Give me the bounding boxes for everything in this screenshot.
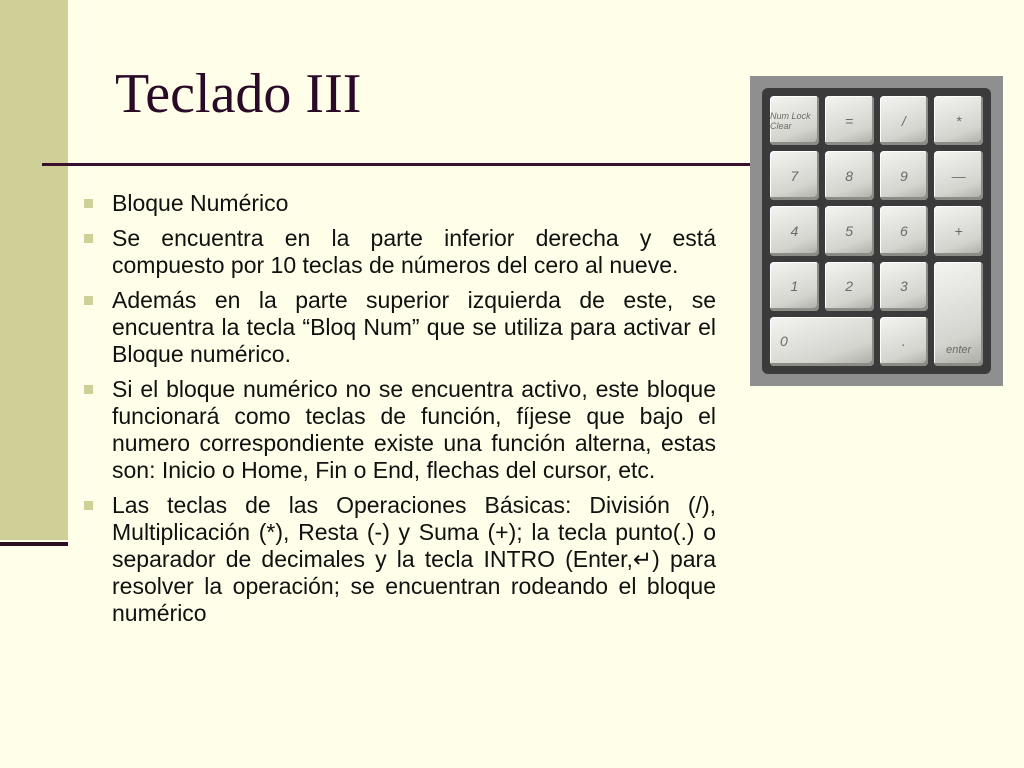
key-divide xyxy=(880,96,929,145)
bullet-item xyxy=(82,492,716,627)
key-label: + xyxy=(954,222,963,239)
key-label: enter xyxy=(946,344,972,356)
slide-title: Teclado III xyxy=(115,63,362,125)
key-plus xyxy=(934,206,983,255)
key-equals xyxy=(825,96,874,145)
bullet-text: Se encuentra en la parte inferior derecha y está compuesto por 10 teclas de números del cero al nueve. xyxy=(112,225,716,278)
key-label: * xyxy=(955,112,962,129)
key-enter xyxy=(934,262,983,366)
bullet-text: Si el bloque numérico no se encuentra activo, este bloque funcionará como teclas de función, fíjese que bajo el numero correspondiente existe una función alterna, estas son: Inicio o Home, Fin o End, flechas del cursor, etc. xyxy=(112,376,716,483)
key-multiply xyxy=(934,96,983,145)
accent-divider xyxy=(0,542,68,546)
bullet-item xyxy=(82,190,716,217)
square-bullet-icon xyxy=(84,385,93,394)
key-label: — xyxy=(951,167,966,184)
key-label: 7 xyxy=(790,167,799,184)
key-label: . xyxy=(901,333,906,350)
key-2 xyxy=(825,262,874,311)
square-bullet-icon xyxy=(84,296,93,305)
key-label: = xyxy=(845,112,854,129)
key-label: 3 xyxy=(899,278,908,295)
bullet-text: Las teclas de las Operaciones Básicas: División (/), Multiplicación (*), Resta (-) y Suma (+); la tecla punto(.) o separador de decimales y la tecla INTRO (Enter,↵) para resolver la operación; se encuentran rodeando el bloque numérico xyxy=(112,492,716,626)
key-minus xyxy=(934,151,983,200)
key-8 xyxy=(825,151,874,200)
key-label: 0 xyxy=(780,333,788,350)
key-label: 1 xyxy=(790,278,799,295)
key-3 xyxy=(880,262,929,311)
key-1 xyxy=(770,262,819,311)
square-bullet-icon xyxy=(84,501,93,510)
key-label: 4 xyxy=(790,222,799,239)
key-9 xyxy=(880,151,929,200)
key-label: Num Lock Clear xyxy=(770,110,811,131)
bullet-text: Además en la parte superior izquierda de este, se encuentra la tecla “Bloq Num” que se utiliza para activar el Bloque numérico. xyxy=(112,287,716,367)
key-decimal xyxy=(880,317,929,366)
title-underline xyxy=(42,163,754,166)
key-label: / xyxy=(901,112,906,129)
square-bullet-icon xyxy=(84,234,93,243)
bullet-item xyxy=(82,376,716,484)
bullet-item xyxy=(82,225,716,279)
key-label: 6 xyxy=(899,222,908,239)
key-5 xyxy=(825,206,874,255)
numeric-keypad-image xyxy=(750,76,1003,386)
bullet-list xyxy=(82,190,716,635)
square-bullet-icon xyxy=(84,199,93,208)
left-accent-bar xyxy=(0,0,68,540)
key-num-lock xyxy=(770,96,819,145)
key-label: 5 xyxy=(845,222,854,239)
key-4 xyxy=(770,206,819,255)
key-6 xyxy=(880,206,929,255)
key-label: 8 xyxy=(845,167,854,184)
key-0 xyxy=(770,317,874,366)
bullet-text: Bloque Numérico xyxy=(112,190,289,216)
key-7 xyxy=(770,151,819,200)
key-label: 9 xyxy=(899,167,908,184)
key-label: 2 xyxy=(845,278,854,295)
bullet-item xyxy=(82,287,716,368)
